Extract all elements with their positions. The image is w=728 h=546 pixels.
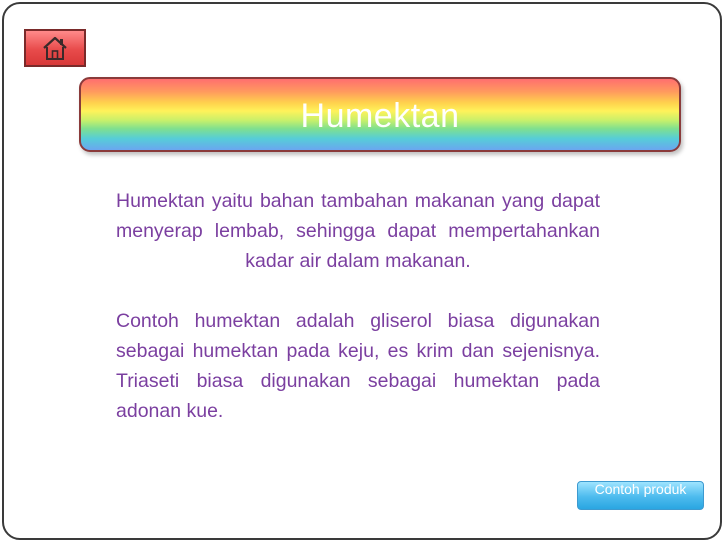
home-icon (40, 34, 70, 62)
definition-paragraph: Humektan yaitu bahan tambahan makanan yang dapat menyerap lembab, sehingga dapat mempertahankan kadar air dalam makanan. (116, 190, 600, 272)
home-button[interactable] (24, 29, 86, 67)
example-paragraph: Contoh humektan adalah gliserol biasa digunakan sebagai humektan pada keju, es krim dan sejenisnya. Triaseti biasa digunakan sebagai humektan pada adonan kue. (116, 310, 600, 422)
contoh-produk-button[interactable] (577, 481, 704, 510)
slide-title: Humektan (300, 97, 460, 135)
body-text (116, 186, 600, 426)
title-banner (79, 77, 681, 152)
contoh-produk-label: Contoh produk (594, 481, 687, 497)
